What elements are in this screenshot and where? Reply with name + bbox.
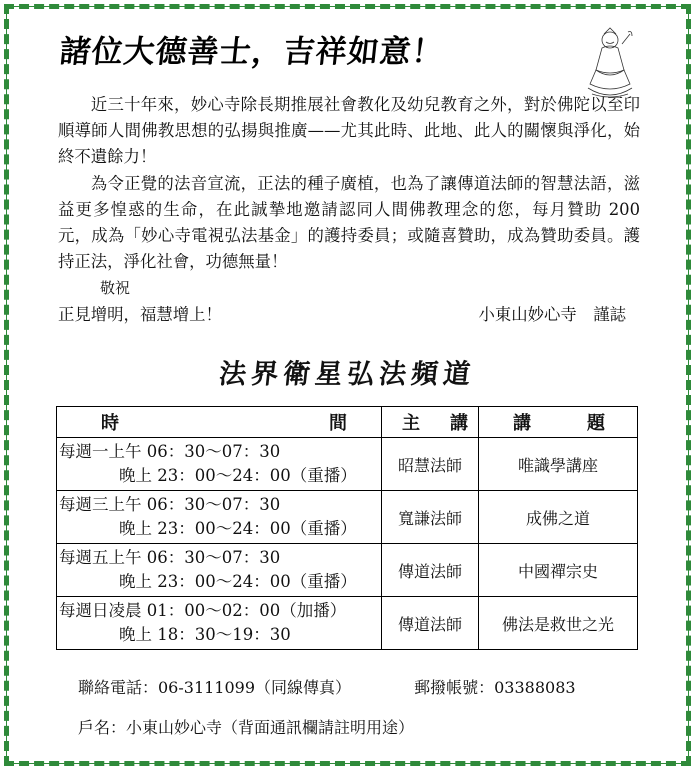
letter-signature: 小東山妙心寺 謹誌: [478, 304, 626, 324]
time-line-1: 每週一上午 06：30～07：30: [59, 442, 281, 461]
contact-line: [78, 675, 576, 698]
schedule-time: [57, 438, 382, 491]
table-header-row: [57, 407, 638, 438]
header-topic-char-2: 題: [587, 413, 605, 434]
program-title: 法界衛星弘法頻道: [217, 359, 477, 390]
time-line-1: 每週五上午 06：30～07：30: [59, 548, 281, 567]
table-row: [57, 597, 638, 650]
header-host: [382, 407, 479, 438]
time-line-2: 晚上 23：00～24：00（重播）: [119, 466, 357, 485]
letter-closing: [58, 302, 640, 328]
page-title: 諸位大德善士，吉祥如意！: [57, 34, 446, 70]
table-row: [57, 438, 638, 491]
table-row: [57, 491, 638, 544]
letter-blessing: 正見增明，福慧增上！: [58, 304, 222, 324]
guanyin-bodhisattva-icon: [582, 26, 638, 100]
schedule-host: 昭慧法師: [382, 438, 479, 491]
header-time-char-1: 時: [101, 413, 119, 434]
program-schedule-table: [56, 406, 638, 650]
header-host-char-1: 主: [402, 413, 420, 434]
letter-paragraph-2: 為令正覺的法音宣流，正法的種子廣植，也為了讓傳道法師的智慧法語，滋益更多惶惑的生命，在此誠摯地邀請認同人間佛教理念的您，每月贊助 200 元，成為「妙心寺電視弘法基金」的護持委員；或隨喜贊助，成為贊助委員。護持正法，淨化社會，功德無量！: [58, 173, 640, 272]
schedule-host: 寬謙法師: [382, 491, 479, 544]
time-line-1: 每週三上午 06：30～07：30: [59, 495, 281, 514]
table-row: [57, 544, 638, 597]
postal-account-number: 郵撥帳號：03388083: [414, 678, 576, 697]
header-topic-char-1: 講: [513, 413, 531, 434]
letter-paragraph-1: 近三十年來，妙心寺除長期推展社會教化及幼兒教育之外，對於佛陀以至印順導師人間佛教思想的弘揚與推廣——尤其此時、此地、此人的關懷與淨化，始終不遺餘力！: [58, 95, 640, 167]
header-host-char-2: 講: [450, 413, 468, 434]
appeal-letter: [58, 92, 640, 328]
time-line-2: 晚上 18：30～19：30: [119, 625, 291, 644]
schedule-topic: 中國禪宗史: [479, 544, 638, 597]
time-line-2: 晚上 23：00～24：00（重播）: [119, 519, 357, 538]
time-line-2: 晚上 23：00～24：00（重播）: [119, 572, 357, 591]
schedule-topic: 成佛之道: [479, 491, 638, 544]
schedule-host: 傳道法師: [382, 597, 479, 650]
schedule-time: [57, 544, 382, 597]
schedule-time: [57, 491, 382, 544]
contact-phone: 聯絡電話：06-3111099（同線傳真）: [78, 678, 352, 697]
header-time-char-2: 間: [329, 413, 347, 434]
schedule-topic: 佛法是救世之光: [479, 597, 638, 650]
time-line-1: 每週日凌晨 01：00～02：00（加播）: [59, 601, 347, 620]
header-topic: [479, 407, 638, 438]
schedule-time: [57, 597, 382, 650]
account-name: 戶名：小東山妙心寺（背面通訊欄請註明用途）: [78, 718, 415, 737]
schedule-topic: 唯識學講座: [479, 438, 638, 491]
header-time: [57, 407, 382, 438]
schedule-host: 傳道法師: [382, 544, 479, 597]
letter-greeting: 敬祝: [100, 279, 131, 298]
